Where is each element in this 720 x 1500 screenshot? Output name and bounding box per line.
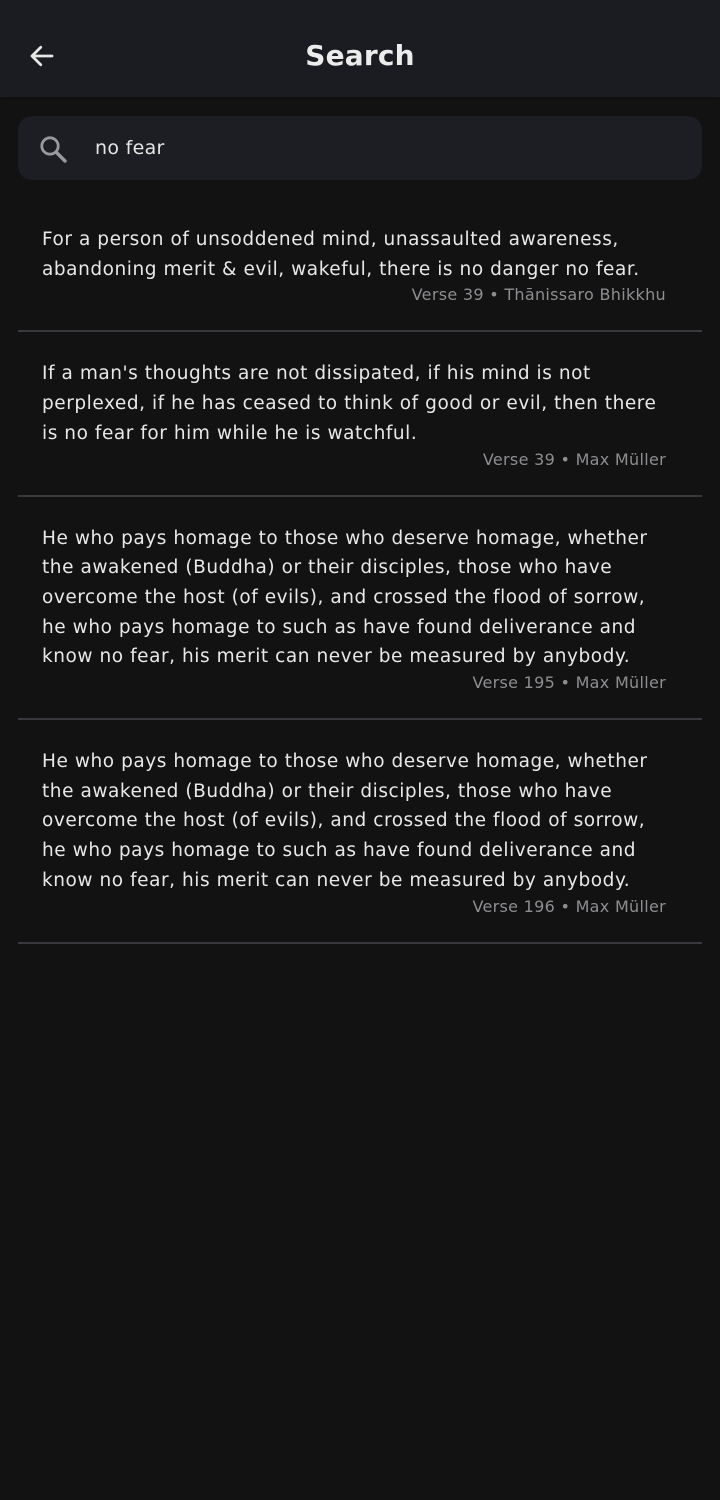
result-text: He who pays homage to those who deserve homage, whether the awakened (Buddha) or their disciples, those who have overcome the host (of evils), and crossed the flood of sorrow, he who pays homage to such as have found deliverance and know no fear, his merit can never be measured by anybody. [42, 527, 648, 668]
result-item[interactable] [18, 720, 702, 944]
result-item[interactable] [18, 332, 702, 496]
search-icon [38, 134, 68, 164]
result-text: For a person of unsoddened mind, unassaulted awareness, abandoning merit & evil, wakeful, there is no danger no fear. [42, 229, 640, 280]
page-title: Search [305, 39, 415, 72]
result-meta: Verse 196 • Max Müller [472, 896, 666, 916]
search-bar[interactable] [18, 116, 702, 180]
search-content [0, 116, 720, 944]
result-meta: Verse 39 • Max Müller [482, 449, 666, 469]
results-list [18, 217, 702, 944]
result-text: He who pays homage to those who deserve homage, whether the awakened (Buddha) or their disciples, those who have overcome the host (of evils), and crossed the flood of sorrow, he who pays homage to such as have found deliverance and know no fear, his merit can never be measured by anybody. [42, 751, 648, 891]
result-item[interactable] [18, 497, 702, 721]
result-text: If a man's thoughts are not dissipated, if his mind is not perplexed, if he has ceased to think of good or evil, then there is no fear for him while he is watchful. [42, 363, 657, 444]
search-input[interactable] [95, 116, 686, 180]
result-meta: Verse 39 • Thānissaro Bhikkhu [411, 285, 666, 305]
result-meta: Verse 195 • Max Müller [472, 673, 666, 693]
result-item[interactable] [18, 217, 702, 332]
app-bar [0, 0, 720, 97]
